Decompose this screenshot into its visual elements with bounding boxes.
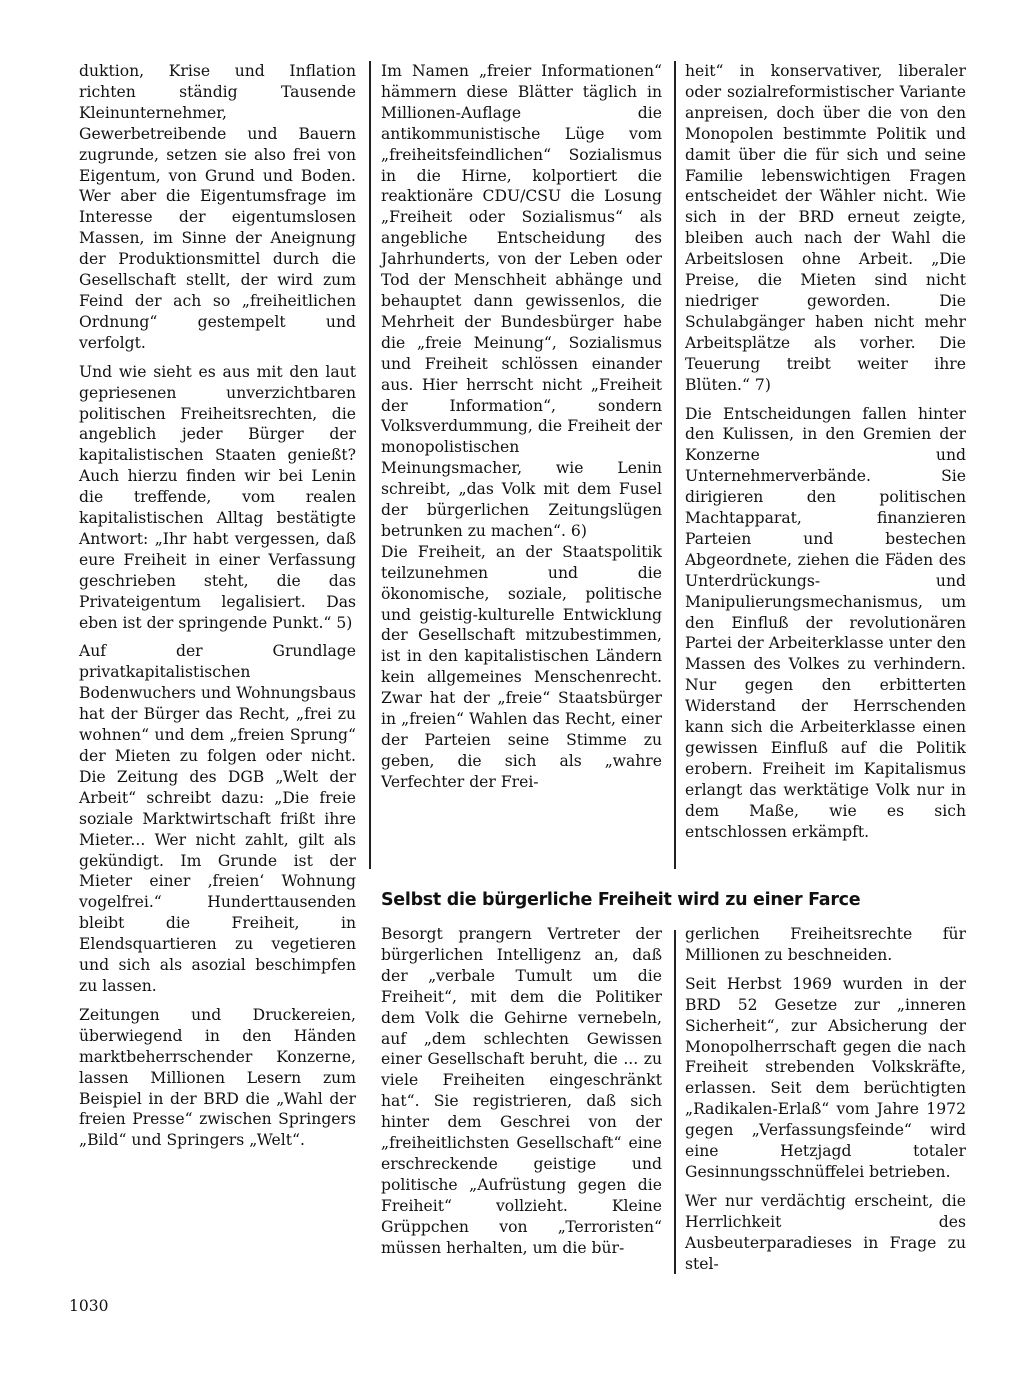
text-column-1 xyxy=(79,61,356,1159)
section-heading: Selbst die bürgerliche Freiheit wird zu einer Farce xyxy=(381,890,861,910)
column-divider xyxy=(674,61,676,869)
paragraph: Auf der Grundlage privatkapitalistischen Bodenwuchers und Wohnungsbaus hat der Bürger das Recht, „frei zu wohnen“ und dem „freien Sprung“ der Mieten zu folgen oder nicht. Die Zeitung des DGB „Welt der Arbeit“ schreibt dazu: „Die freie soziale Marktwirtschaft frißt ihre Mieter... Wer nicht zahlt, gilt als gekündigt. Im Grunde ist der Mieter einer ‚freien‘ Wohnung vogelfrei.“ Hunderttausenden bleibt die Freiheit, in Elendsquartieren zu vegetieren und sich als asozial beschimpfen zu lassen. xyxy=(79,642,356,995)
paragraph: Die Freiheit, an der Staatspolitik teilzunehmen und die ökonomische, soziale, politische und geistig-kulturelle Entwicklung der Gesellschaft mitzubestimmen, ist in den kapitalistischen Ländern kein allgemeines Menschenrecht. Zwar hat der „freie“ Staatsbürger in „freien“ Wahlen das Recht, einer der Parteien seine Stimme zu geben, die sich als „wahre Verfechter der Frei- xyxy=(381,542,662,791)
column-divider xyxy=(674,930,676,1274)
page-number: 1030 xyxy=(69,1297,109,1315)
paragraph: heit“ in konservativer, liberaler oder sozialreformistischer Variante anpreisen, doch über die von den Monopolen bestimmte Politik und damit über die für sich und seine Familie lebenswichtigen Fragen entscheidet der Wähler nicht. Wie sich in der BRD erneut zeigte, bleiben auch nach der Wahl die Arbeitslosen ohne Arbeit. „Die Preise, die Mieten sind nicht niedriger geworden. Die Schulabgänger haben nicht mehr Arbeitsplätze als vorher. Die Teuerung treibt weiter ihre Blüten.“ 7) xyxy=(685,62,966,394)
paragraph: gerlichen Freiheitsrechte für Millionen zu beschneiden. xyxy=(685,925,966,964)
paragraph: Besorgt prangern Vertreter der bürgerlichen Intelligenz an, daß der „verbale Tumult um die Freiheit“, mit dem die Politiker dem Volk die Gehirne vernebeln, auf „dem schlechten Gewissen einer Gesellschaft beruht, die ... zu viele Freiheiten eingeschränkt hat“. Sie registrieren, daß sich hinter dem Geschrei von der „freiheitlichsten Gesellschaft“ eine erschreckende geistige und politische „Aufrüstung gegen die Freiheit“ vollzieht. Kleine Grüppchen von „Terroristen“ müssen herhalten, um die bür- xyxy=(381,925,662,1257)
paragraph: Die Entscheidungen fallen hinter den Kulissen, in den Gremien der Konzerne und Unternehmerverbände. Sie dirigieren den politischen Machtapparat, finanzieren Parteien und bestechen Abgeordnete, ziehen die Fäden des Unterdrückungs- und Manipulierungsmechanismus, um den Einfluß der revolutionären Partei der Arbeiterklasse unter den Massen des Volkes zu verhindern. Nur gegen den erbitterten Widerstand der Herrschenden kann sich die Arbeiterklasse einen gewissen Einfluß auf die Politik erobern. Freiheit im Kapitalismus erlangt das werktätige Volk nur in dem Maße, wie es sich entschlossen erkämpft. xyxy=(685,404,966,841)
paragraph: Zeitungen und Druckereien, überwiegend in den Händen marktbeherrschender Konzerne, lassen Millionen Lesern zum Beispiel in der BRD die „Wahl der freien Presse“ zwischen Springers „Bild“ und Springers „Welt“. xyxy=(79,1005,356,1150)
paragraph: duktion, Krise und Inflation richten ständig Tausende Kleinunternehmer, Gewerbetreibende und Bauern zugrunde, setzen sie also frei von Eigentum, von Grund und Boden. Wer aber die Eigentumsfrage im Interesse der eigentumslosen Massen, im Sinne der Aneignung der Produktionsmittel durch die Gesellschaft stellt, der wird zum Feind der ach so „freiheitlichen Ordnung“ gestempelt und verfolgt. xyxy=(79,62,356,352)
paragraph: Seit Herbst 1969 wurden in der BRD 52 Gesetze zur „inneren Sicherheit“, zur Absicherung der Monopolherrschaft gegen die nach Freiheit strebenden Volkskräfte, erlassen. Seit dem berüchtigten „Radikalen-Erlaß“ vom Jahre 1972 gegen „Verfassungsfeinde“ wird eine Hetzjagd totaler Gesinnungsschnüffelei betrieben. xyxy=(685,974,966,1181)
bottom-text-column-1 xyxy=(381,924,662,1267)
text-column-2 xyxy=(381,61,662,801)
paragraph: Wer nur verdächtig erscheint, die Herrlichkeit des Ausbeuterparadieses in Frage zu stel- xyxy=(685,1191,966,1273)
paragraph: Im Namen „freier Informationen“ hämmern diese Blätter täglich in Millionen-Auflage die antikommunistische Lüge vom „freiheitsfeindlichen“ Sozialismus in die Hirne, kolportiert die reaktionäre CDU/CSU die Losung „Freiheit oder Sozialismus“ als angebliche Entscheidung des Jahrhunderts, von der Leben oder Tod der Menschheit abhänge und behauptet dann gewissenlos, die Mehrheit der Bundesbürger habe die „freie Meinung“, Sozialismus und Freiheit schlössen einander aus. Hier herrscht nicht „Freiheit der Information“, sondern Volksverdummung, die Freiheit der monopolistischen Meinungsmacher, wie Lenin schreibt, „das Volk mit dem Fusel der bürgerlichen Zeitungslügen betrunken zu machen“. 6) xyxy=(381,62,662,540)
column-divider xyxy=(369,61,371,869)
paragraph: Und wie sieht es aus mit den laut gepriesenen unverzichtbaren politischen Freiheitsrechten, die angeblich jeder Bürger der kapitalistischen Staaten genießt? Auch hierzu finden wir bei Lenin die treffende, vom realen kapitalistischen Alltag bestätigte Antwort: „Ihr habt vergessen, daß eure Freiheit in einer Verfassung geschrieben steht, die das Privateigentum legalisiert. Das eben ist der springende Punkt.“ 5) xyxy=(79,362,356,632)
bottom-text-column-2 xyxy=(685,924,966,1283)
text-column-3 xyxy=(685,61,966,851)
